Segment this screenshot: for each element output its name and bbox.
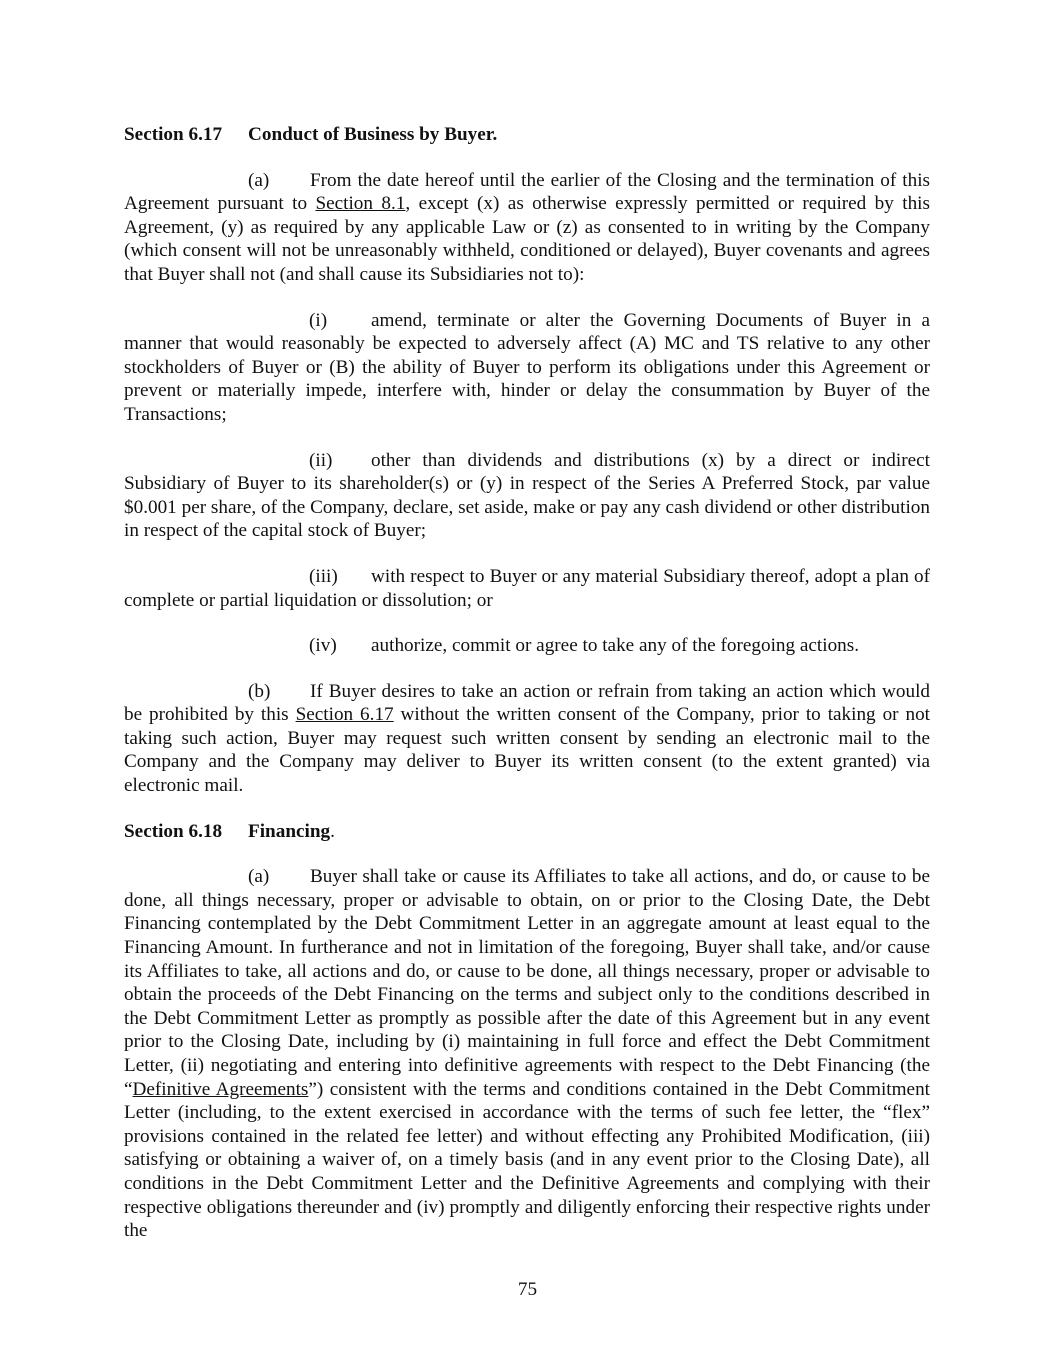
section-6-18-title: Financing: [248, 820, 331, 842]
definitive-agreements-term: Definitive Agreements: [132, 1078, 309, 1100]
clause-label: (i): [309, 309, 328, 331]
clause-label: (iii): [309, 565, 338, 587]
section-6-17-para-b: (b) If Buyer desires to take an action or refrain from taking an action which would be prohibited by this Section 6.17 without the written consent of the Company, prior to taking or not taking such action, Buyer may request such written consent by sending an electronic mail to the Company and the Company may deliver to Buyer its written consent (to the extent granted) via electronic mail.: [124, 680, 930, 797]
section-6-18-number: Section 6.18: [124, 820, 223, 842]
section-6-17-number: Section 6.17: [124, 124, 223, 145]
section-6-18-para-a: (a) Buyer shall take or cause its Affiliates to take all actions, and do, or cause to be done, all things necessary, proper or advisable to obtain, on or prior to the Closing Date, the Debt Financing contemplated by the Debt Commitment Letter in an aggregate amount at least equal to the Financing Amount. In furtherance and not in limitation of the foregoing, Buyer shall take, and/or cause its Affiliates to take, all actions and do, or cause to be done, all things necessary, proper or advisable to obtain the proceeds of the Debt Financing on the terms and subject only to the conditions described in the Debt Commitment Letter as promptly as possible after the date of this Agreement but in any event prior to the Closing Date, including by (i) maintaining in full force and effect the Debt Commitment Letter, (ii) negotiating and entering into definitive agreements with respect to the Debt Financing (the “Definitive Agreements”) consistent with the terms and conditions contained in the Debt Commitment Letter (including, to the extent exercised in accordance with the terms of such fee letter, the “flex” provisions contained in the related fee letter) and without effecting any Prohibited Modification, (iii) satisfying or obtaining a waiver of, on a timely basis (and in any event prior to the Closing Date), all conditions in the Debt Commitment Letter and the Definitive Agreements and complying with their respective obligations thereunder and (iv) promptly and diligently enforcing their respective rights under the: [124, 866, 930, 1242]
section-6-17-clause-i: (i) amend, terminate or alter the Governing Documents of Buyer in a manner that would reasonably be expected to adversely affect (A) MC and TS relative to any other stockholders of Buyer or (B) the ability of Buyer to perform its obligations under this Agreement or prevent or materially impede, interfere with, hinder or delay the consummation by Buyer of the Transactions;: [124, 309, 930, 425]
para-label: (a): [248, 866, 270, 888]
section-6-17-clause-iv: (iv) authorize, commit or agree to take any of the foregoing actions.: [309, 635, 860, 657]
para-label: (b): [248, 680, 271, 702]
para-label: (a): [248, 169, 270, 191]
section-6-17-title: Conduct of Business by Buyer.: [248, 124, 498, 145]
document-page: [124, 123, 930, 1265]
section-6-18-heading: Section 6.18 Financing.: [124, 820, 335, 842]
section-6-17-clause-ii: (ii) other than dividends and distributions (x) by a direct or indirect Subsidiary of Buyer to its shareholder(s) or (y) in respect of the Series A Preferred Stock, par value $0.001 per share, of the Company, declare, set aside, make or pay any cash dividend or other distribution in respect of the capital stock of Buyer;: [124, 449, 930, 542]
section-6-17-para-a: (a) From the date hereof until the earlier of the Closing and the termination of this Agreement pursuant to Section 8.1, except (x) as otherwise expressly permitted or required by this Agreement, (y) as required by any applicable Law or (z) as consented to in writing by the Company (which consent will not be unreasonably withheld, conditioned or delayed), Buyer covenants and agrees that Buyer shall not (and shall cause its Subsidiaries not to):: [124, 169, 930, 285]
clause-label: (iv): [309, 635, 337, 657]
section-6-17-reference: Section 6.17: [295, 704, 394, 726]
section-6-17-heading: [124, 123, 930, 147]
section-6-17-clause-iii: (iii) with respect to Buyer or any material Subsidiary thereof, adopt a plan of complete or partial liquidation or dissolution; or: [124, 565, 930, 611]
page-number: 75: [517, 1279, 538, 1300]
section-8-1-reference: Section 8.1: [315, 193, 406, 215]
clause-label: (ii): [309, 449, 333, 471]
